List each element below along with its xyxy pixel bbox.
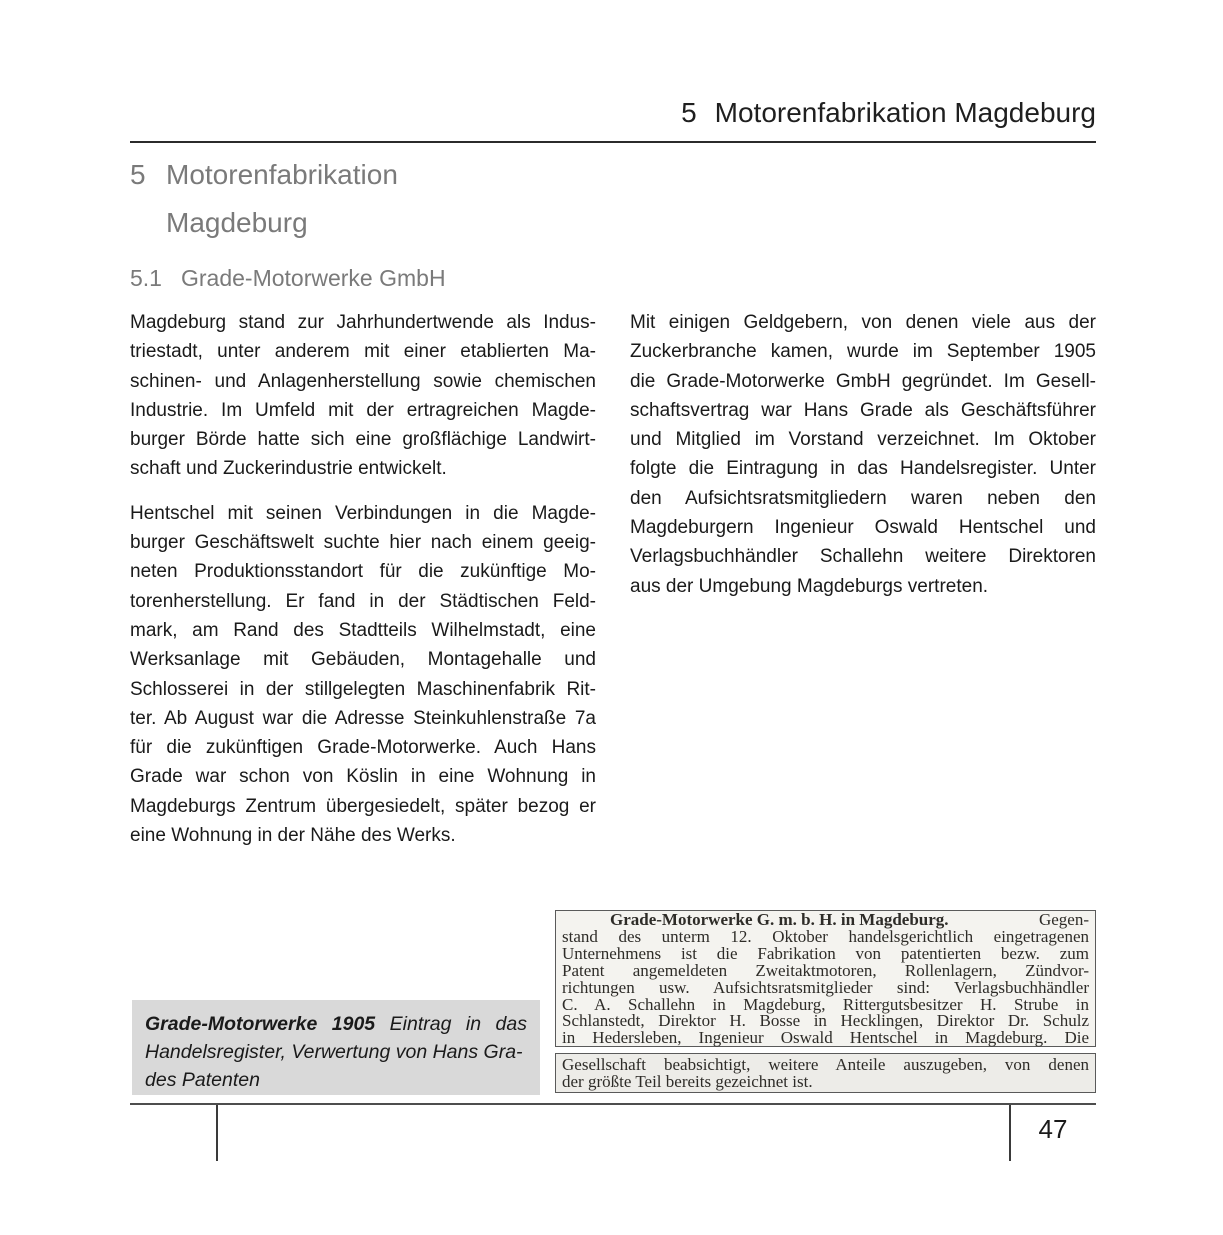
text-line: Unternehmens ist die Fabrikation von patentierten bezw. zum — [562, 943, 1089, 963]
text-line: Magdeburgs Zentrum übergesiedelt, später bezog er — [130, 795, 596, 817]
footer-left-mark — [216, 1105, 218, 1161]
caption-line1 — [145, 1010, 527, 1038]
text-line: in Hedersleben, Ingenieur Oswald Hentschel in Magdeburg. Die — [562, 1028, 1089, 1048]
text-line: ter. Ab August war die Adresse Steinkuhlenstraße 7a — [130, 707, 596, 729]
text-line: Mit einigen Geldgebern, von denen viele aus der — [630, 312, 1096, 333]
chapter-number: 5 — [130, 159, 146, 190]
newspaper-clipping-block2 — [555, 1053, 1096, 1093]
newspaper-clipping — [555, 910, 1096, 1091]
chapter-title — [166, 151, 398, 246]
text-line: neten Produktionsstandort für die zukünftige Mo- — [130, 561, 596, 583]
chapter-title-line1: Motorenfabrikation — [166, 159, 398, 190]
text-line: Zuckerbranche kamen, wurde im September 1905 — [630, 341, 1096, 363]
paragraph — [630, 308, 1096, 601]
running-header-title: Motorenfabrikation Magdeburg — [714, 97, 1096, 128]
text-line: Industrie. Im Umfeld mit der ertragreichen Magde- — [130, 399, 596, 421]
text-line: torenherstellung. Er fand in der Städtischen Feld- — [130, 590, 596, 612]
text-line: folgte die Eintragung in das Handelsregister. Unter — [630, 458, 1096, 480]
text-line: Magdeburgern Ingenieur Oswald Hentschel und — [630, 517, 1096, 539]
section-number: 5.1 — [130, 265, 162, 291]
text-line: Werksanlage mit Gebäuden, Montagehalle und — [130, 649, 596, 671]
text-line: burger Börde hatte sich eine großflächige Landwirt- — [130, 429, 596, 451]
caption-label: Grade-Motorwerke 1905 — [145, 1013, 376, 1035]
text-line: Magdeburg stand zur Jahrhundertwende als Indus- — [130, 312, 596, 333]
text-line: richtungen usw. Aufsichtsratsmitglieder sind: Verlagsbuchhändler — [562, 977, 1089, 997]
text-line: den Aufsichtsratsmitgliedern waren neben den — [630, 487, 1096, 509]
text-line: Gesellschaft beabsichtigt, weitere Anteile auszugeben, von denen — [562, 1055, 1089, 1074]
clipping-headline-tail: Gegen- — [1038, 910, 1089, 929]
text-line: aus der Umgebung Magdeburgs vertreten. — [630, 575, 989, 597]
text-line: Verlagsbuchhändler Schallehn weitere Direktoren — [630, 546, 1096, 568]
paragraph — [130, 308, 596, 484]
section-heading — [130, 262, 830, 294]
clipping-text-block1 — [562, 926, 1089, 1048]
caption-line1-rest: Eintrag in das — [389, 1013, 527, 1035]
text-line: Hentschel mit seinen Verbindungen in die Magde- — [130, 502, 596, 524]
text-line: der größte Teil bereits gezeichnet ist. — [562, 1071, 813, 1091]
text-line: burger Geschäftswelt suchte hier nach einem geeig- — [130, 532, 596, 554]
text-line: Patent angemeldeten Zweitaktmotoren, Rollenlagern, Zündvor- — [562, 960, 1089, 980]
text-line: Schlanstedt, Direktor H. Bosse in Hecklingen, Direktor Dr. Schulz — [562, 1011, 1089, 1031]
caption-line3: des Patenten — [145, 1069, 260, 1091]
left-column — [130, 308, 596, 850]
paragraph — [130, 499, 596, 851]
running-header-chapter-number: 5 — [681, 97, 697, 128]
running-header — [130, 95, 1096, 131]
text-line: die Grade-Motorwerke GmbH gegründet. Im Gesell- — [630, 370, 1096, 392]
right-column — [630, 308, 1096, 850]
page-number: 47 — [1038, 1114, 1068, 1144]
text-line: stand des unterm 12. Oktober handelsgerichtlich eingetragenen — [562, 926, 1089, 946]
text-line: für die zukünftigen Grade-Motorwerke. Auch Hans — [130, 737, 596, 759]
text-line: schaftsvertrag war Hans Grade als Geschäftsführer — [630, 399, 1096, 421]
newspaper-clipping-block1 — [555, 910, 1096, 1047]
header-rule — [130, 141, 1096, 143]
text-line: mark, am Rand des Stadtteils Wilhelmstadt, eine — [130, 619, 596, 641]
body-columns — [130, 308, 1096, 850]
footer-rule — [130, 1103, 1096, 1105]
text-line: schaft und Zuckerindustrie entwickelt. — [130, 458, 447, 480]
text-line: und Mitglied im Vorstand verzeichnet. Im Oktober — [630, 429, 1096, 451]
caption-line2: Handelsregister, Verwertung von Hans Gra- — [145, 1041, 523, 1063]
clipping-headline: Grade-Motorwerke G. m. b. H. in Magdeburg. — [610, 910, 949, 929]
text-line: Schlosserei in der stillgelegten Maschinenfabrik Rit- — [130, 678, 596, 700]
text-line: triestadt, unter anderem mit einer etablierten Ma- — [130, 341, 596, 363]
text-line: Grade war schon von Köslin in eine Wohnung in — [130, 766, 596, 788]
section-title: Grade-Motorwerke GmbH — [181, 265, 446, 291]
chapter-heading — [130, 151, 690, 246]
text-line: schinen- und Anlagenherstellung sowie chemischen — [130, 370, 596, 392]
text-line: eine Wohnung in der Nähe des Werks. — [130, 825, 456, 847]
text-line: C. A. Schallehn in Magdeburg, Rittergutsbesitzer H. Strube in — [562, 994, 1089, 1014]
figure-caption — [132, 1000, 540, 1095]
chapter-title-line2: Magdeburg — [166, 206, 308, 238]
